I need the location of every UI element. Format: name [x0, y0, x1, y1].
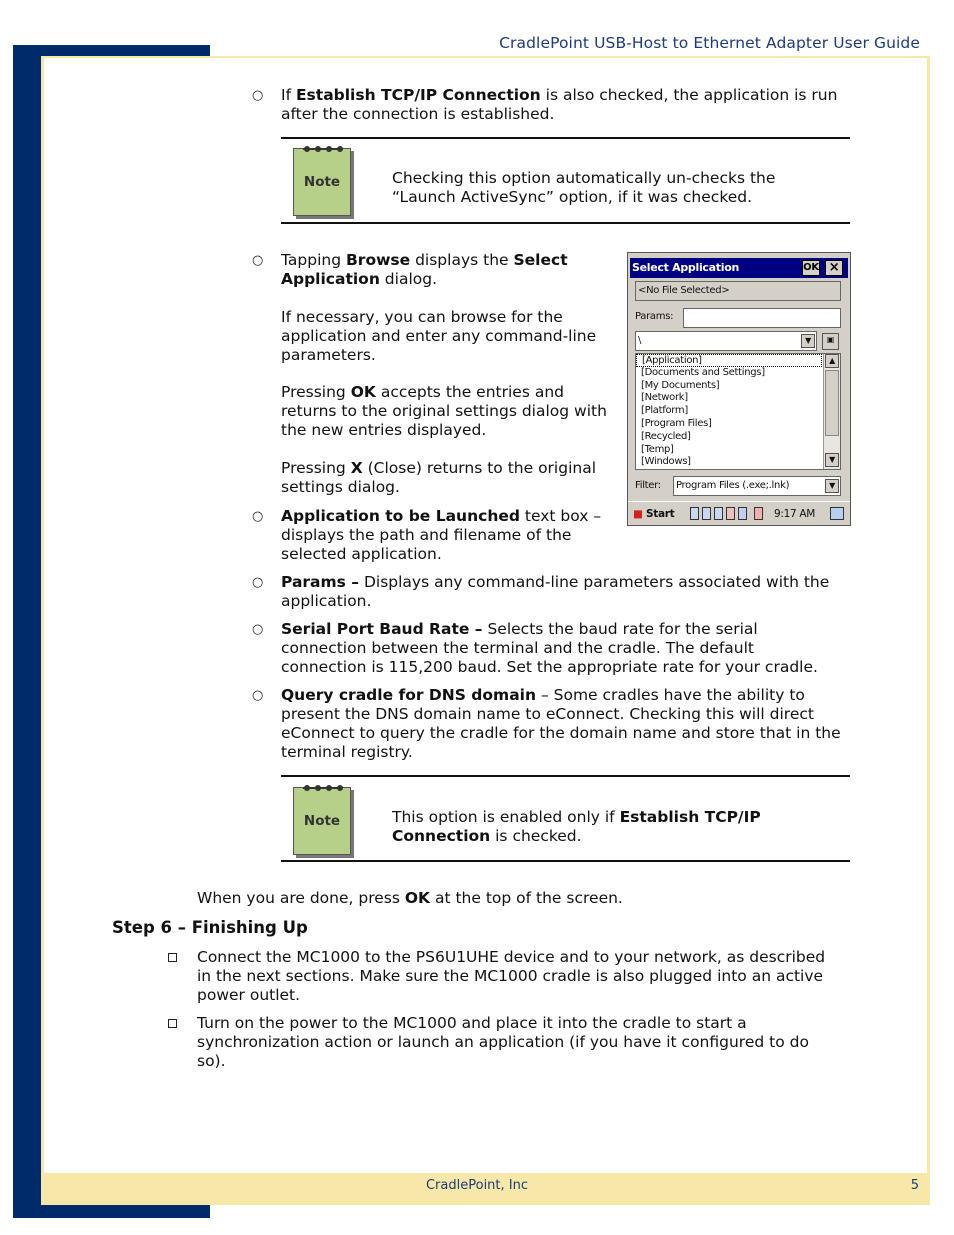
path-value: \ — [638, 335, 642, 346]
path-dropdown[interactable] — [635, 331, 817, 351]
done-paragraph — [197, 889, 837, 908]
bullet-circle-icon: ○ — [252, 509, 264, 524]
establish-bold: Establish TCP/IP Connection — [295, 86, 541, 104]
step6-item-2: Turn on the power to the MC1000 and place it into the cradle to start a synchronization action or launch an application (if you have it configured to do so). — [197, 1014, 809, 1070]
dialog-close-button[interactable]: × — [825, 260, 843, 276]
app-launched-bold: Application to be Launched — [281, 507, 520, 525]
baud-post: Selects the baud rate for the serial connection between the terminal and the cradle. The default connection is 115,200 baud. Set the appropriate rate for your cradle. — [281, 620, 818, 676]
header-title: CradlePoint USB-Host to Ethernet Adapter User Guide — [499, 34, 920, 52]
browse-bold1: Browse — [345, 251, 411, 269]
dialog-ok-button[interactable]: OK — [802, 260, 820, 276]
note2-post: is checked. — [490, 827, 582, 845]
checkbox-bullet-icon — [168, 953, 177, 962]
keyboard-icon[interactable] — [830, 507, 844, 520]
note2-text — [392, 808, 822, 846]
list-scrollbar[interactable] — [823, 354, 840, 469]
select-application-dialog — [627, 252, 851, 526]
baud-paragraph — [281, 620, 841, 677]
chevron-down-icon: ▼ — [801, 334, 815, 348]
dns-post: – Some cradles have the ability to present the DNS domain name to eConnect. Checking this will direct eConnect to query the cradle for the domain name and store that in the terminal registry. — [281, 686, 841, 761]
params-input[interactable] — [683, 308, 841, 328]
tray-app-icon[interactable] — [690, 507, 699, 520]
note1-top-rule — [281, 137, 850, 139]
filter-value: Program Files (.exe;.lnk) — [676, 480, 790, 491]
note2-bold: Establish TCP/IP Connection — [392, 808, 761, 845]
params-paragraph — [281, 573, 846, 611]
footer-company: CradlePoint, Inc — [425, 1178, 528, 1193]
note2-bottom-rule — [281, 860, 850, 862]
dialog-title-bar — [630, 258, 848, 278]
tray-app-icon[interactable] — [738, 507, 747, 520]
taskbar — [628, 501, 850, 525]
left-navy-bar — [13, 45, 41, 1218]
establish-paragraph — [281, 86, 841, 124]
establish-pre: If — [281, 86, 296, 104]
list-item[interactable]: [Documents and Settings] — [641, 366, 765, 378]
step6-item-1: Connect the MC1000 to the PS6U1UHE device and to your network, as described in the next sections. Make sure the MC1000 cradle is also plugged into an active power outlet. — [197, 948, 826, 1004]
filter-dropdown[interactable] — [673, 476, 841, 496]
chevron-down-icon: ▼ — [825, 479, 839, 493]
tray-app-icon[interactable] — [754, 507, 763, 520]
browse-paragraph-2: If necessary, you can browse for the application and enter any command-line parameters. — [281, 308, 597, 364]
note-icon-label: Note — [303, 813, 341, 829]
dialog-title: Select Application — [632, 261, 739, 274]
list-item[interactable]: [Temp] — [641, 443, 674, 455]
folder-up-icon[interactable]: ▣ — [822, 333, 839, 350]
x-pre: Pressing — [281, 459, 351, 477]
params-post: Displays any command-line parameters associated with the application. — [281, 573, 830, 610]
note1-text: Checking this option automatically un-checks the “Launch ActiveSync” option, if it was checked. — [392, 169, 776, 206]
x-post: (Close) returns to the original settings dialog. — [281, 459, 597, 496]
ok-post: accepts the entries and returns to the original settings dialog with the new entries displayed. — [281, 383, 607, 439]
ok-pre: Pressing — [281, 383, 351, 401]
list-item[interactable]: [Program Files] — [641, 417, 712, 429]
list-item[interactable]: [Network] — [641, 392, 688, 404]
note-icon-label: Note — [303, 174, 341, 190]
note2-top-rule — [281, 775, 850, 777]
browse-bold2: Select Application — [281, 251, 568, 288]
note-icon — [293, 144, 355, 218]
app-launched-post: text box – displays the path and filename of the selected application. — [281, 507, 602, 563]
browse-paragraph-4 — [281, 459, 611, 497]
params-label: Params: — [635, 311, 674, 322]
bullet-circle-icon: ○ — [252, 88, 264, 103]
list-item[interactable]: [My Documents] — [641, 379, 720, 391]
taskbar-clock: 9:17 AM — [774, 508, 816, 520]
note2-pre: This option is enabled only if — [392, 808, 620, 826]
bottom-navy-tab — [13, 1204, 210, 1218]
dns-bold: Query cradle for DNS domain — [281, 686, 537, 704]
tray-app-icon[interactable] — [714, 507, 723, 520]
x-bold: X — [350, 459, 363, 477]
tray-app-icon[interactable] — [702, 507, 711, 520]
list-item[interactable]: [Application] — [636, 354, 822, 367]
file-list[interactable] — [635, 353, 841, 470]
list-item[interactable]: [Windows] — [641, 456, 691, 468]
browse-paragraph — [281, 251, 601, 289]
bullet-circle-icon: ○ — [252, 575, 264, 590]
start-label: Start — [645, 508, 675, 520]
step6-heading: Step 6 – Finishing Up — [112, 918, 308, 937]
checkbox-bullet-icon — [168, 1019, 177, 1028]
ok-bold: OK — [350, 383, 376, 401]
establish-post: is also checked, the application is run after the connection is established. — [281, 86, 838, 123]
done-bold: OK — [404, 889, 431, 907]
tray-app-icon[interactable] — [726, 507, 735, 520]
bullet-circle-icon: ○ — [252, 622, 264, 637]
done-post: at the top of the screen. — [430, 889, 623, 907]
list-item[interactable]: [Recycled] — [641, 430, 691, 442]
app-launched-paragraph — [281, 507, 611, 564]
note-icon — [293, 783, 355, 857]
dns-paragraph — [281, 686, 841, 762]
done-pre: When you are done, press — [197, 889, 405, 907]
browse-paragraph-3 — [281, 383, 616, 440]
scroll-thumb[interactable] — [825, 370, 839, 436]
windows-logo-icon: ■ — [633, 508, 643, 520]
bullet-circle-icon: ○ — [252, 688, 264, 703]
note1-bottom-rule — [281, 222, 850, 224]
scroll-up-icon[interactable]: ▲ — [825, 354, 839, 368]
start-button[interactable] — [630, 505, 677, 523]
page-number: 5 — [910, 1178, 919, 1193]
scroll-down-icon[interactable]: ▼ — [825, 453, 839, 467]
params-bold: Params – — [281, 573, 360, 591]
browse-pre: Tapping — [281, 251, 346, 269]
browse-post: dialog. — [379, 270, 438, 288]
browse-mid: displays the — [410, 251, 514, 269]
bullet-circle-icon: ○ — [252, 253, 264, 268]
file-selected-field: <No File Selected> — [635, 281, 841, 301]
filter-label: Filter: — [635, 480, 661, 491]
list-item[interactable]: [Platform] — [641, 405, 688, 417]
baud-bold: Serial Port Baud Rate – — [281, 620, 483, 638]
